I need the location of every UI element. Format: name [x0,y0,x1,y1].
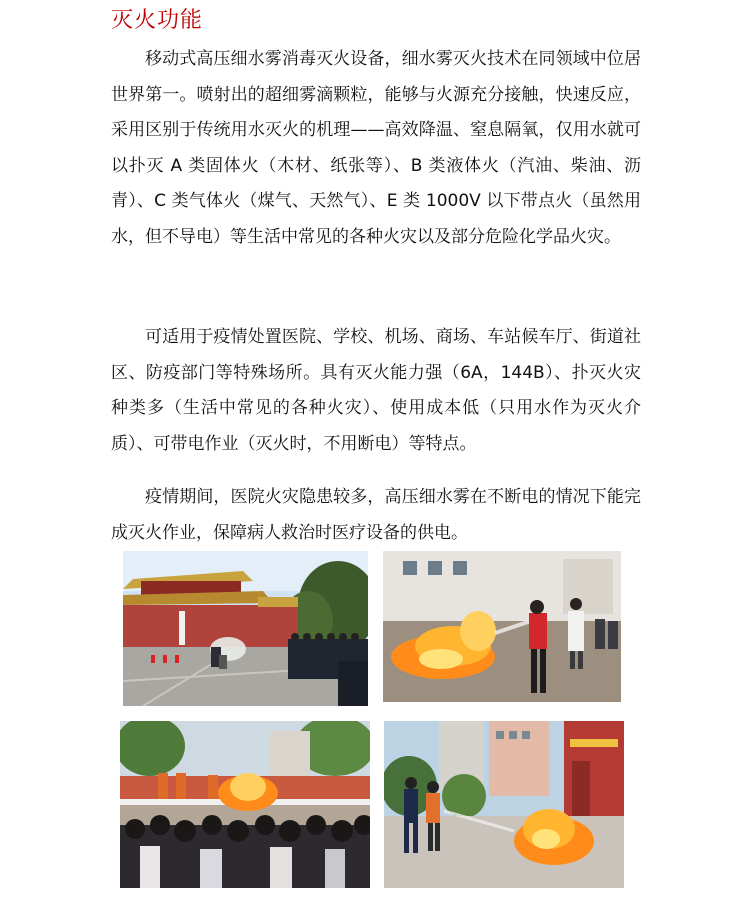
photo-palace-demonstration [123,551,368,706]
photo-school-demonstration [120,721,370,888]
photo-street-fire-demonstration [383,551,621,702]
paragraph-epidemic-hospital-use: 疫情期间，医院火灾隐患较多，高压细水雾在不断电的情况下能完成灭火作业，保障病人救治时医疗设备的供电。 [111,487,641,543]
photo-hospital-demonstration [384,721,624,888]
paragraph-fire-extinguishing-technology: 移动式高压细水雾消毒灭火设备，细水雾灭火技术在同领域中位居世界第一。喷射出的超细雾滴颗粒，能够与火源充分接触，快速反应，采用区别于传统用水灭火的机理——高效降温、窒息隔氧，仅用水就可以扑灭 A 类固体火（木材、纸张等）、B 类液体火（汽油、柴油、沥青）、C 类气体火（煤气、天然气）、E 类 1000V 以下带点火（虽然用水，但不导电）等生活中常见的各种火灾以及部分危险化学品火灾。 [111,49,641,247]
paragraph-applicable-scenarios: 可适用于疫情处置医院、学校、机场、商场、车站候车厅、街道社区、防疫部门等特殊场所。具有灭火能力强（6A，144B）、扑灭火灾种类多（生活中常见的各种火灾）、使用成本低（只用水作为灭火介质）、可带电作业（灭火时，不用断电）等特点。 [111,327,641,454]
section-title: 灭火功能 [111,8,204,33]
